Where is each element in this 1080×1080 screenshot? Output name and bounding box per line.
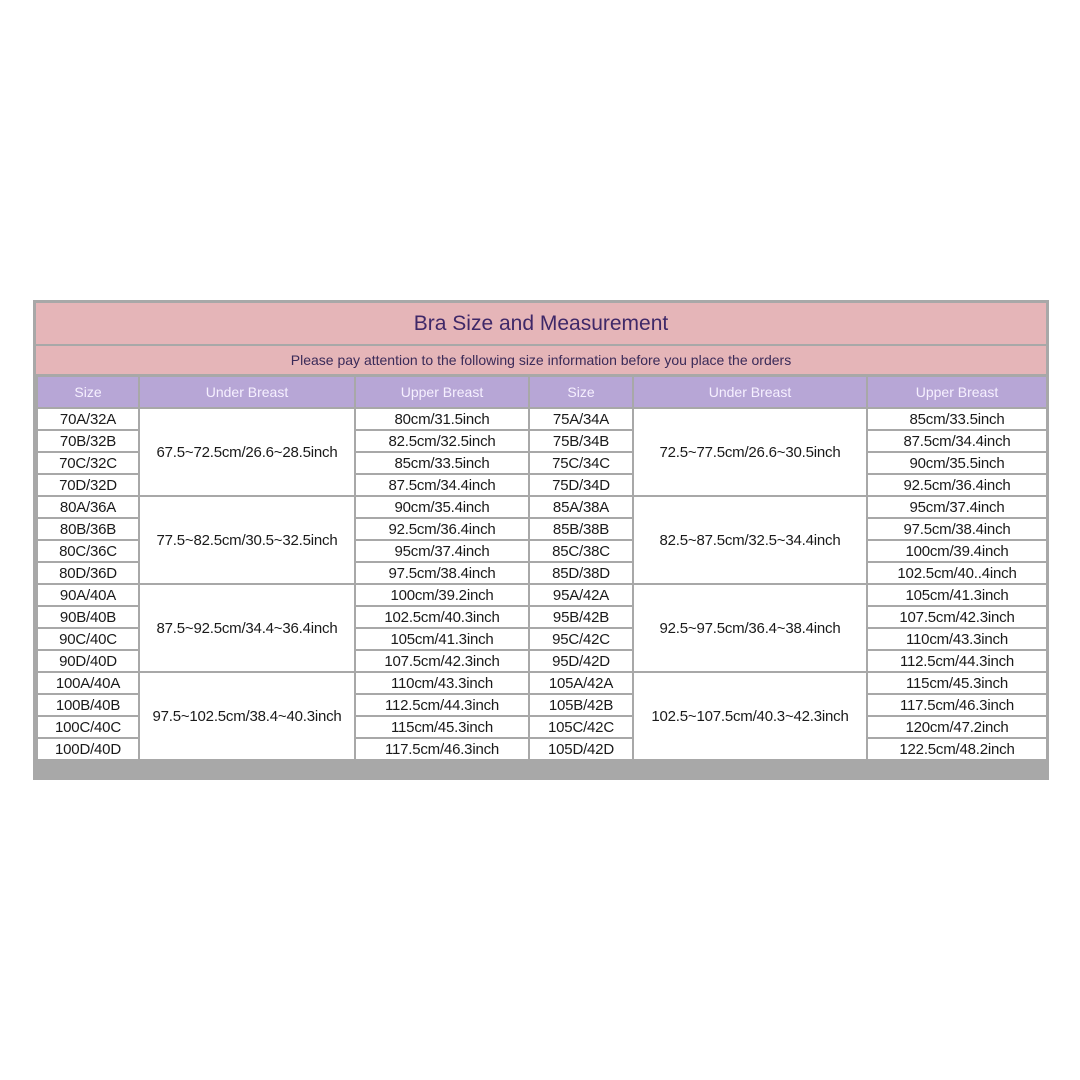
size-cell: 85C/38C: [529, 540, 633, 562]
size-cell: 90B/40B: [37, 606, 139, 628]
upper-breast-cell: 100cm/39.2inch: [355, 584, 529, 606]
upper-breast-cell: 117.5cm/46.3inch: [867, 694, 1047, 716]
size-cell: 100B/40B: [37, 694, 139, 716]
size-cell: 85A/38A: [529, 496, 633, 518]
upper-breast-cell: 87.5cm/34.4inch: [867, 430, 1047, 452]
upper-breast-cell: 105cm/41.3inch: [867, 584, 1047, 606]
upper-breast-cell: 95cm/37.4inch: [355, 540, 529, 562]
upper-breast-cell: 112.5cm/44.3inch: [867, 650, 1047, 672]
upper-breast-cell: 95cm/37.4inch: [867, 496, 1047, 518]
size-cell: 95B/42B: [529, 606, 633, 628]
table-row: [37, 496, 1047, 518]
table-row: [37, 584, 1047, 606]
size-cell: 80C/36C: [37, 540, 139, 562]
upper-breast-cell: 122.5cm/48.2inch: [867, 738, 1047, 760]
under-breast-range: 87.5~92.5cm/34.4~36.4inch: [139, 584, 355, 672]
upper-breast-cell: 87.5cm/34.4inch: [355, 474, 529, 496]
size-cell: 70B/32B: [37, 430, 139, 452]
upper-breast-cell: 110cm/43.3inch: [867, 628, 1047, 650]
chart-title: Bra Size and Measurement: [36, 303, 1046, 344]
upper-breast-cell: 92.5cm/36.4inch: [867, 474, 1047, 496]
size-cell: 80B/36B: [37, 518, 139, 540]
header-upper-breast-right: Upper Breast: [867, 376, 1047, 408]
size-cell: 100A/40A: [37, 672, 139, 694]
size-cell: 95D/42D: [529, 650, 633, 672]
size-cell: 70D/32D: [37, 474, 139, 496]
under-breast-range: 67.5~72.5cm/26.6~28.5inch: [139, 408, 355, 496]
upper-breast-cell: 120cm/47.2inch: [867, 716, 1047, 738]
size-cell: 80A/36A: [37, 496, 139, 518]
upper-breast-cell: 82.5cm/32.5inch: [355, 430, 529, 452]
size-chart: [33, 300, 1049, 780]
under-breast-range: 82.5~87.5cm/32.5~34.4inch: [633, 496, 867, 584]
size-cell: 100D/40D: [37, 738, 139, 760]
size-cell: 105D/42D: [529, 738, 633, 760]
upper-breast-cell: 97.5cm/38.4inch: [355, 562, 529, 584]
upper-breast-cell: 105cm/41.3inch: [355, 628, 529, 650]
size-cell: 75D/34D: [529, 474, 633, 496]
upper-breast-cell: 92.5cm/36.4inch: [355, 518, 529, 540]
upper-breast-cell: 90cm/35.4inch: [355, 496, 529, 518]
under-breast-range: 97.5~102.5cm/38.4~40.3inch: [139, 672, 355, 760]
upper-breast-cell: 115cm/45.3inch: [867, 672, 1047, 694]
upper-breast-cell: 107.5cm/42.3inch: [867, 606, 1047, 628]
size-cell: 105B/42B: [529, 694, 633, 716]
order-notice: Please pay attention to the following size information before you place the orders: [36, 346, 1046, 374]
upper-breast-cell: 85cm/33.5inch: [867, 408, 1047, 430]
size-cell: 105C/42C: [529, 716, 633, 738]
under-breast-range: 72.5~77.5cm/26.6~30.5inch: [633, 408, 867, 496]
upper-breast-cell: 112.5cm/44.3inch: [355, 694, 529, 716]
upper-breast-cell: 117.5cm/46.3inch: [355, 738, 529, 760]
size-cell: 85D/38D: [529, 562, 633, 584]
upper-breast-cell: 110cm/43.3inch: [355, 672, 529, 694]
size-cell: 90C/40C: [37, 628, 139, 650]
upper-breast-cell: 102.5cm/40.3inch: [355, 606, 529, 628]
header-under-breast-left: Under Breast: [139, 376, 355, 408]
size-cell: 95C/42C: [529, 628, 633, 650]
under-breast-range: 102.5~107.5cm/40.3~42.3inch: [633, 672, 867, 760]
size-cell: 90D/40D: [37, 650, 139, 672]
size-cell: 70A/32A: [37, 408, 139, 430]
size-cell: 75A/34A: [529, 408, 633, 430]
table-row: [37, 408, 1047, 430]
size-cell: 90A/40A: [37, 584, 139, 606]
upper-breast-cell: 107.5cm/42.3inch: [355, 650, 529, 672]
size-rows: [37, 408, 1047, 760]
header-under-breast-right: Under Breast: [633, 376, 867, 408]
upper-breast-cell: 80cm/31.5inch: [355, 408, 529, 430]
upper-breast-cell: 102.5cm/40..4inch: [867, 562, 1047, 584]
size-cell: 100C/40C: [37, 716, 139, 738]
upper-breast-cell: 115cm/45.3inch: [355, 716, 529, 738]
size-cell: 75C/34C: [529, 452, 633, 474]
size-cell: 70C/32C: [37, 452, 139, 474]
under-breast-range: 92.5~97.5cm/36.4~38.4inch: [633, 584, 867, 672]
upper-breast-cell: 90cm/35.5inch: [867, 452, 1047, 474]
upper-breast-cell: 100cm/39.4inch: [867, 540, 1047, 562]
header-size-left: Size: [37, 376, 139, 408]
upper-breast-cell: 85cm/33.5inch: [355, 452, 529, 474]
header-row: [37, 376, 1047, 408]
under-breast-range: 77.5~82.5cm/30.5~32.5inch: [139, 496, 355, 584]
size-cell: 95A/42A: [529, 584, 633, 606]
size-cell: 105A/42A: [529, 672, 633, 694]
header-size-right: Size: [529, 376, 633, 408]
size-table: [36, 375, 1048, 761]
size-cell: 75B/34B: [529, 430, 633, 452]
upper-breast-cell: 97.5cm/38.4inch: [867, 518, 1047, 540]
size-cell: 85B/38B: [529, 518, 633, 540]
size-cell: 80D/36D: [37, 562, 139, 584]
table-row: [37, 672, 1047, 694]
header-upper-breast-left: Upper Breast: [355, 376, 529, 408]
